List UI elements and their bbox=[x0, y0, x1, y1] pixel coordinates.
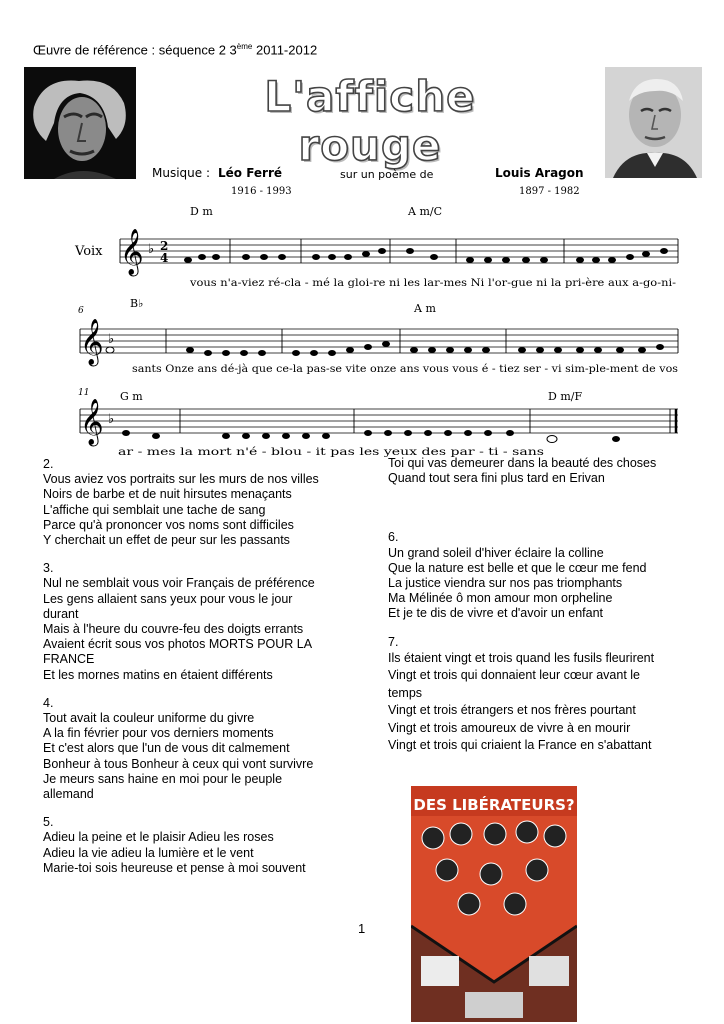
verse-line: Parce qu'à prononcer vos noms sont difficiles bbox=[43, 517, 294, 532]
poet-name: Louis Aragon bbox=[495, 166, 584, 180]
verse-line: La justice viendra sur nos pas triomphants bbox=[388, 576, 623, 591]
lyrics-line: sants Onze ans dé-jà que ce-la pas-se vite onze ans vous vous é - tiez ser - vi sim-ple-ment de vos bbox=[132, 364, 678, 375]
verse-line: Y cherchait un effet de peur sur les passants bbox=[43, 533, 290, 548]
stanza bbox=[43, 457, 363, 548]
header-superscript: ème bbox=[236, 42, 253, 51]
verse-line: Que la nature est belle et que le cœur me fend bbox=[388, 560, 647, 575]
chord-symbol: A m/C bbox=[408, 205, 442, 218]
verse-line: L'affiche qui semblait une tache de sang bbox=[43, 502, 266, 517]
treble-clef-icon: 𝄞 bbox=[120, 229, 144, 275]
poster-headline: DES LIBÉRATEURS? bbox=[413, 796, 575, 814]
composer-years: 1916 - 1993 bbox=[231, 186, 292, 197]
verse-line: Je meurs sans haine en moi pour le peuple bbox=[43, 771, 283, 786]
composer-name: Léo Ferré bbox=[218, 166, 283, 180]
chord-symbol: B♭ bbox=[130, 297, 144, 310]
verse-line: Et je te dis de vivre et d'avoir un enfant bbox=[388, 606, 604, 621]
verse-line: Vous aviez vos portraits sur les murs de nos villes bbox=[43, 472, 319, 487]
lyrics-line: ar - mes la mort n'é - blou - it pas les yeux des par - ti - sans bbox=[118, 447, 544, 458]
measure-number: 6 bbox=[78, 306, 84, 316]
chord-symbol: D m bbox=[190, 205, 213, 218]
verse-line: Mais à l'heure du couvre-feu des doigts errants bbox=[43, 622, 304, 637]
stanzas-left-column bbox=[43, 457, 363, 889]
measure-number: 11 bbox=[78, 388, 90, 398]
lyrics-line: vous n'a-viez ré-cla - mé la gloi-re ni les lar-mes Ni l'or-gue ni la pri-ère aux a-go-ni- bbox=[188, 278, 676, 289]
header-prefix: Œuvre de référence : séquence 2 3 bbox=[33, 42, 237, 58]
flat-icon: ♭ bbox=[108, 332, 115, 347]
verse-line: Et c'est alors que l'un de vous dit calmement bbox=[43, 741, 290, 756]
verse-line: Adieu la vie adieu la lumière et le vent bbox=[43, 845, 254, 860]
stanza bbox=[43, 561, 363, 683]
time-sig-top: 2 bbox=[160, 239, 169, 253]
page-title: L'affiche rouge bbox=[264, 72, 476, 170]
stanza bbox=[43, 696, 363, 802]
stanza bbox=[388, 635, 688, 755]
document-header bbox=[33, 42, 317, 57]
verse-line: Toi qui vas demeurer dans la beauté des choses bbox=[388, 456, 657, 470]
stanza bbox=[43, 815, 363, 876]
stanza-number: 6. bbox=[388, 530, 399, 545]
staff-2 bbox=[80, 329, 678, 353]
treble-clef-icon: 𝄞 bbox=[80, 319, 104, 365]
verse-line: Quand tout sera fini plus tard en Erivan bbox=[388, 471, 605, 486]
voice-label: Voix bbox=[75, 244, 103, 259]
verse-line: Les gens allaient sans yeux pour vous le jour bbox=[43, 591, 293, 606]
poet-portrait bbox=[605, 67, 702, 178]
page-number: 1 bbox=[358, 921, 366, 936]
verse-line: Un grand soleil d'hiver éclaire la colline bbox=[388, 545, 604, 560]
stanzas-right-column bbox=[388, 456, 688, 768]
flat-icon: ♭ bbox=[108, 412, 115, 427]
verse-line: Avaient écrit sous vos photos MORTS POUR LA bbox=[43, 637, 313, 652]
time-sig-bottom: 4 bbox=[160, 251, 169, 265]
verse-line: allemand bbox=[43, 787, 94, 802]
verse-line: Ma Mélinée ô mon amour mon orpheline bbox=[388, 591, 613, 606]
verse-line: Adieu la peine et le plaisir Adieu les roses bbox=[43, 830, 274, 845]
sheet-music bbox=[70, 195, 684, 459]
verse-line: Noirs de barbe et de nuit hirsutes menaçants bbox=[43, 487, 292, 502]
verse-line: Tout avait la couleur uniforme du givre bbox=[43, 711, 255, 726]
flat-icon: ♭ bbox=[148, 242, 155, 257]
chord-symbol: G m bbox=[120, 390, 143, 403]
stanza-number: 4. bbox=[43, 695, 54, 710]
poem-label: sur un poème de bbox=[340, 168, 434, 181]
verse-line: Vingt et trois étrangers et nos frères pourtant bbox=[388, 703, 636, 718]
verse-line: Vingt et trois qui donnaient leur cœur avant le bbox=[388, 668, 640, 683]
chord-symbol: A m bbox=[414, 302, 436, 315]
verse-line: FRANCE bbox=[43, 652, 95, 667]
stanza-number: 5. bbox=[43, 815, 54, 830]
verse-line: A la fin février pour vos derniers moments bbox=[43, 726, 274, 741]
verse-line: Ils étaient vingt et trois quand les fusils fleurirent bbox=[388, 650, 655, 665]
header-suffix: 2011-2012 bbox=[252, 42, 318, 58]
verse-line: Vingt et trois qui criaient la France en s'abattant bbox=[388, 738, 652, 753]
stanza bbox=[388, 530, 688, 621]
chord-symbol: D m/F bbox=[548, 390, 583, 403]
verse-line: temps bbox=[388, 685, 423, 700]
bar-lines bbox=[80, 239, 678, 433]
stanza-number: 7. bbox=[388, 634, 399, 649]
staff-3 bbox=[80, 409, 678, 433]
music-label: Musique : bbox=[152, 166, 211, 180]
affiche-rouge-poster bbox=[411, 786, 577, 1022]
treble-clef-icon: 𝄞 bbox=[80, 399, 104, 445]
poet-years: 1897 - 1982 bbox=[519, 186, 580, 197]
verse-line: Et les mornes matins en étaient différents bbox=[43, 667, 273, 682]
verse-line: Bonheur à tous Bonheur à ceux qui vont survivre bbox=[43, 756, 314, 771]
stanza-number: 3. bbox=[43, 561, 54, 576]
composer-portrait bbox=[24, 67, 136, 179]
verse-line: Vingt et trois amoureux de vivre à en mourir bbox=[388, 720, 631, 735]
verse-line: Marie-toi sois heureuse et pense à moi souvent bbox=[43, 860, 306, 875]
verse-line: durant bbox=[43, 606, 79, 621]
stanza bbox=[388, 456, 688, 486]
verse-line: Nul ne semblait vous voir Français de préférence bbox=[43, 576, 315, 591]
stanza-number: 2. bbox=[43, 457, 54, 471]
